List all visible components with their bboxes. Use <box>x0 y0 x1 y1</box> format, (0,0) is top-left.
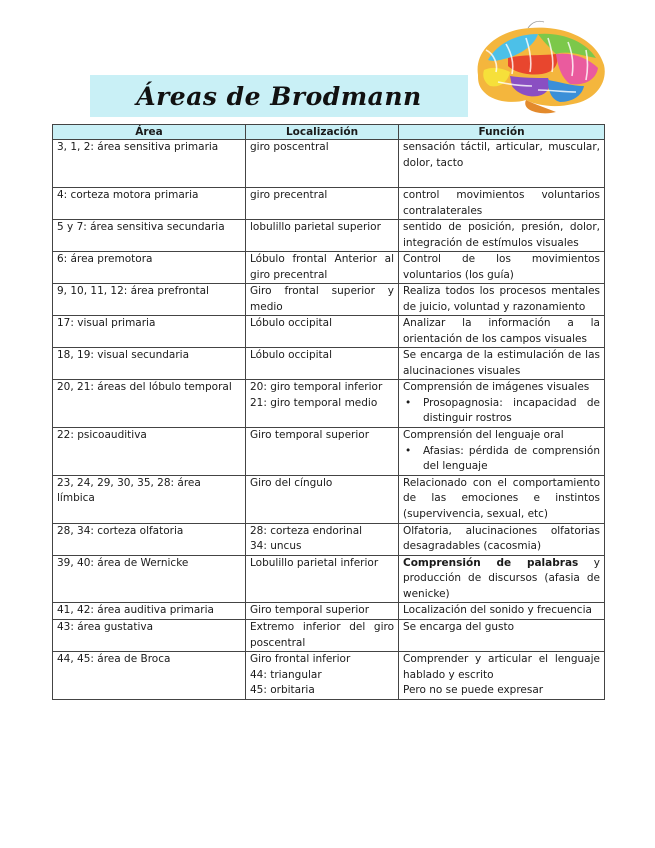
table-row <box>53 555 605 603</box>
func-line: Comprender y articular el lenguaje hablado y escrito <box>403 653 600 681</box>
func-bullet: • Afasias: pérdida de comprensión del lenguaje <box>403 444 600 475</box>
table-row <box>53 380 605 428</box>
loc-line: 28: corteza endorinal <box>250 524 363 537</box>
cell-localizacion: Lóbulo occipital <box>246 348 399 380</box>
cell-area: 4: corteza motora primaria <box>53 188 246 220</box>
cell-area: 43: área gustativa <box>53 620 246 652</box>
table-row <box>53 620 605 652</box>
cell-area: 6: área premotora <box>53 252 246 284</box>
cell-funcion: control movimientos voluntarios contralaterales <box>399 188 605 220</box>
cell-funcion: sensación táctil, articular, muscular, dolor, tacto <box>399 140 605 188</box>
table-row <box>53 140 605 188</box>
header-localizacion: Localización <box>246 125 399 140</box>
cell-area: 44, 45: área de Broca <box>53 652 246 700</box>
loc-line: Giro frontal inferior <box>250 653 351 665</box>
loc-line: 34: uncus <box>250 540 302 552</box>
cell-funcion: Realiza todos los procesos mentales de juicio, voluntad y razonamiento <box>399 284 605 316</box>
cell-localizacion <box>246 523 399 555</box>
cell-funcion: sentido de posición, presión, dolor, integración de estímulos visuales <box>399 220 605 252</box>
table-row <box>53 188 605 220</box>
cell-area: 41, 42: área auditiva primaria <box>53 603 246 620</box>
cell-funcion <box>399 652 605 700</box>
cell-localizacion: lobulillo parietal superior <box>246 220 399 252</box>
cell-area: 3, 1, 2: área sensitiva primaria <box>53 140 246 188</box>
cell-localizacion: Giro temporal superior <box>246 603 399 620</box>
cell-localizacion <box>246 380 399 428</box>
cell-funcion <box>399 380 605 428</box>
cell-localizacion: Lóbulo frontal Anterior al giro precentral <box>246 252 399 284</box>
cell-area: 22: psicoauditiva <box>53 428 246 476</box>
cell-area: 20, 21: áreas del lóbulo temporal <box>53 380 246 428</box>
loc-line: 44: triangular <box>250 668 322 681</box>
loc-line: 21: giro temporal medio <box>250 396 378 409</box>
cell-localizacion: Lóbulo occipital <box>246 316 399 348</box>
cell-localizacion: giro poscentral <box>246 140 399 188</box>
table-row <box>53 652 605 700</box>
cell-localizacion: Extremo inferior del giro poscentral <box>246 620 399 652</box>
cell-funcion: Se encarga de la estimulación de las alucinaciones visuales <box>399 348 605 380</box>
loc-line: 20: giro temporal inferior <box>250 381 383 393</box>
cell-funcion <box>399 428 605 476</box>
table-row <box>53 252 605 284</box>
cell-localizacion: Giro frontal superior y medio <box>246 284 399 316</box>
func-bullet: • Prosopagnosia: incapacidad de distinguir rostros <box>403 396 600 427</box>
table-row <box>53 220 605 252</box>
cell-localizacion: Giro del cíngulo <box>246 475 399 523</box>
cell-area: 5 y 7: área sensitiva secundaria <box>53 220 246 252</box>
cell-area: 9, 10, 11, 12: área prefrontal <box>53 284 246 316</box>
cell-localizacion: Giro temporal superior <box>246 428 399 476</box>
table-row <box>53 475 605 523</box>
func-line: Pero no se puede expresar <box>403 684 544 696</box>
table-row <box>53 284 605 316</box>
cell-localizacion: giro precentral <box>246 188 399 220</box>
brain-illustration <box>468 20 610 116</box>
cell-funcion: Control de los movimientos voluntarios (los guía) <box>399 252 605 284</box>
table-row <box>53 348 605 380</box>
cell-area: 23, 24, 29, 30, 35, 28: área límbica <box>53 475 246 523</box>
table-row <box>53 523 605 555</box>
func-line: Comprensión del lenguaje oral <box>403 429 564 441</box>
cell-area: 18, 19: visual secundaria <box>53 348 246 380</box>
loc-line: 45: orbitaria <box>250 684 315 696</box>
cell-localizacion <box>246 652 399 700</box>
func-line: Comprensión de imágenes visuales <box>403 381 590 393</box>
cell-funcion: Relacionado con el comportamiento de las emociones e instintos (supervivencia, sexual, etc) <box>399 475 605 523</box>
header-area: Área <box>53 125 246 140</box>
func-bold: Comprensión de palabras <box>403 556 579 569</box>
table-row <box>53 428 605 476</box>
cell-funcion: Olfatoria, alucinaciones olfatorias desagradables (cacosmia) <box>399 523 605 555</box>
header-funcion: Función <box>399 125 605 140</box>
cell-area: 39, 40: área de Wernicke <box>53 555 246 603</box>
table-row <box>53 603 605 620</box>
table-header-row <box>53 125 605 140</box>
page-title: Áreas de Brodmann <box>136 81 422 111</box>
cell-localizacion: Lobulillo parietal inferior <box>246 555 399 603</box>
brodmann-table <box>52 124 605 700</box>
cell-funcion: Localización del sonido y frecuencia <box>399 603 605 620</box>
cell-funcion: Se encarga del gusto <box>399 620 605 652</box>
table-row <box>53 316 605 348</box>
cell-funcion <box>399 555 605 603</box>
func-text: y producción de discursos (afasia de wenicke) <box>403 556 600 600</box>
cell-area: 28, 34: corteza olfatoria <box>53 523 246 555</box>
cell-area: 17: visual primaria <box>53 316 246 348</box>
cell-funcion: Analizar la información a la orientación de los campos visuales <box>399 316 605 348</box>
